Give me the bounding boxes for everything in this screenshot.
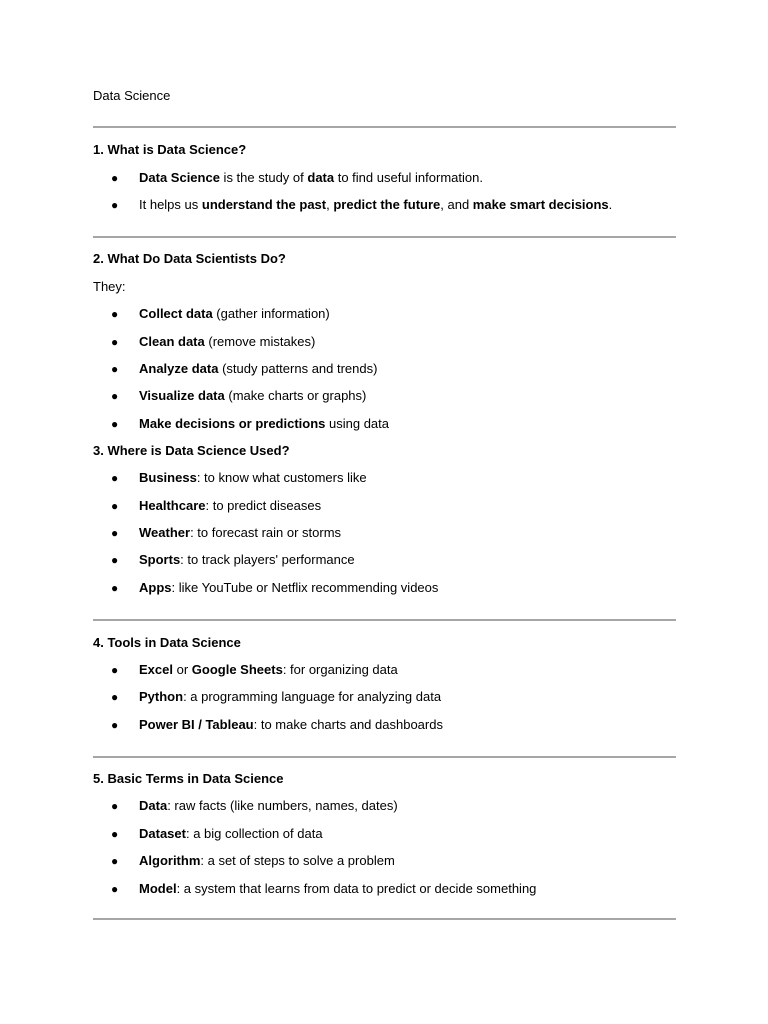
bullet-icon: ● (111, 854, 119, 868)
bold-text: Healthcare (139, 498, 206, 513)
bold-text: make smart decisions (472, 197, 609, 212)
text: (gather information) (212, 306, 330, 321)
section-divider (93, 918, 676, 920)
bold-text: understand the past (201, 197, 327, 212)
bold-text: Collect data (139, 306, 213, 321)
section-heading: 3. Where is Data Science Used? (93, 443, 290, 458)
bullet-icon: ● (111, 335, 119, 349)
bullet-list-item (111, 880, 536, 898)
bullet-icon: ● (111, 799, 119, 813)
text: is the study of (219, 170, 308, 185)
bullet-list-item (111, 524, 341, 542)
bullet-list-item (111, 497, 321, 515)
bullet-list-item (111, 469, 367, 487)
section-heading: 2. What Do Data Scientists Do? (93, 251, 286, 266)
bullet-icon: ● (111, 307, 119, 321)
text: : a big collection of data (185, 826, 323, 841)
bullet-icon: ● (111, 417, 119, 431)
bold-text: Model (139, 881, 177, 896)
text: to find useful information. (334, 170, 483, 185)
bold-text: Python (139, 689, 184, 704)
bold-text: Visualize data (139, 388, 225, 403)
bullet-icon: ● (111, 663, 119, 677)
bullet-icon: ● (111, 499, 119, 513)
section-divider (93, 756, 676, 758)
text: (remove mistakes) (204, 334, 316, 349)
bullet-icon: ● (111, 581, 119, 595)
bold-text: predict the future (333, 197, 441, 212)
text: or (172, 662, 192, 677)
bullet-icon: ● (111, 362, 119, 376)
bold-text: Data Science (139, 170, 220, 185)
text: : to track players' performance (180, 552, 355, 567)
bullet-icon: ● (111, 389, 119, 403)
bullet-list-item (111, 333, 315, 351)
section-divider (93, 236, 676, 238)
bold-text: Dataset (139, 826, 186, 841)
bullet-list-item (111, 797, 398, 815)
bold-text: Apps (139, 580, 172, 595)
text: : a programming language for analyzing data (183, 689, 442, 704)
bullet-icon: ● (111, 827, 119, 841)
bullet-icon: ● (111, 198, 119, 212)
bullet-icon: ● (111, 690, 119, 704)
bullet-list-item (111, 852, 395, 870)
section-intro: They: (93, 279, 126, 294)
text: , and (440, 197, 473, 212)
bullet-icon: ● (111, 882, 119, 896)
bold-text: data (307, 170, 335, 185)
bold-text: Google Sheets (191, 662, 283, 677)
bullet-icon: ● (111, 526, 119, 540)
bullet-icon: ● (111, 471, 119, 485)
bullet-list-item (111, 387, 366, 405)
text: . (608, 197, 613, 212)
bold-text: Excel (139, 662, 173, 677)
text: , (326, 197, 334, 212)
text: : like YouTube or Netflix recommending videos (171, 580, 439, 595)
bullet-list-item (111, 551, 355, 569)
text: : raw facts (like numbers, names, dates) (167, 798, 398, 813)
section-divider (93, 126, 676, 128)
bullet-list-item (111, 305, 330, 323)
section-divider (93, 619, 676, 621)
text: using data (325, 416, 389, 431)
section-heading: 4. Tools in Data Science (93, 635, 241, 650)
text: (study patterns and trends) (218, 361, 378, 376)
bold-text: Power BI / Tableau (139, 717, 254, 732)
text: : for organizing data (282, 662, 398, 677)
text: : to make charts and dashboards (253, 717, 443, 732)
bullet-list-item (111, 661, 398, 679)
text: It helps us (139, 197, 202, 212)
bullet-list-item (111, 196, 612, 214)
bullet-list-item (111, 169, 483, 187)
bold-text: Algorithm (139, 853, 201, 868)
text: : a set of steps to solve a problem (200, 853, 395, 868)
bold-text: Business (139, 470, 197, 485)
text: : to predict diseases (205, 498, 322, 513)
text: : a system that learns from data to predict or decide something (176, 881, 537, 896)
bold-text: Weather (139, 525, 191, 540)
bullet-list-item (111, 716, 443, 734)
bullet-list-item (111, 579, 438, 597)
bold-text: Analyze data (139, 361, 219, 376)
bold-text: Make decisions or predictions (139, 416, 326, 431)
section-heading: 5. Basic Terms in Data Science (93, 771, 284, 786)
bullet-list-item (111, 688, 441, 706)
text: : to know what customers like (196, 470, 367, 485)
bullet-icon: ● (111, 718, 119, 732)
bullet-list-item (111, 825, 323, 843)
section-heading: 1. What is Data Science? (93, 142, 247, 157)
bullet-icon: ● (111, 553, 119, 567)
text: (make charts or graphs) (224, 388, 367, 403)
text: : to forecast rain or storms (190, 525, 342, 540)
bullet-list-item (111, 415, 389, 433)
bold-text: Clean data (139, 334, 205, 349)
bullet-icon: ● (111, 171, 119, 185)
document-title: Data Science (93, 88, 171, 103)
bold-text: Sports (139, 552, 181, 567)
bullet-list-item (111, 360, 377, 378)
bold-text: Data (139, 798, 168, 813)
